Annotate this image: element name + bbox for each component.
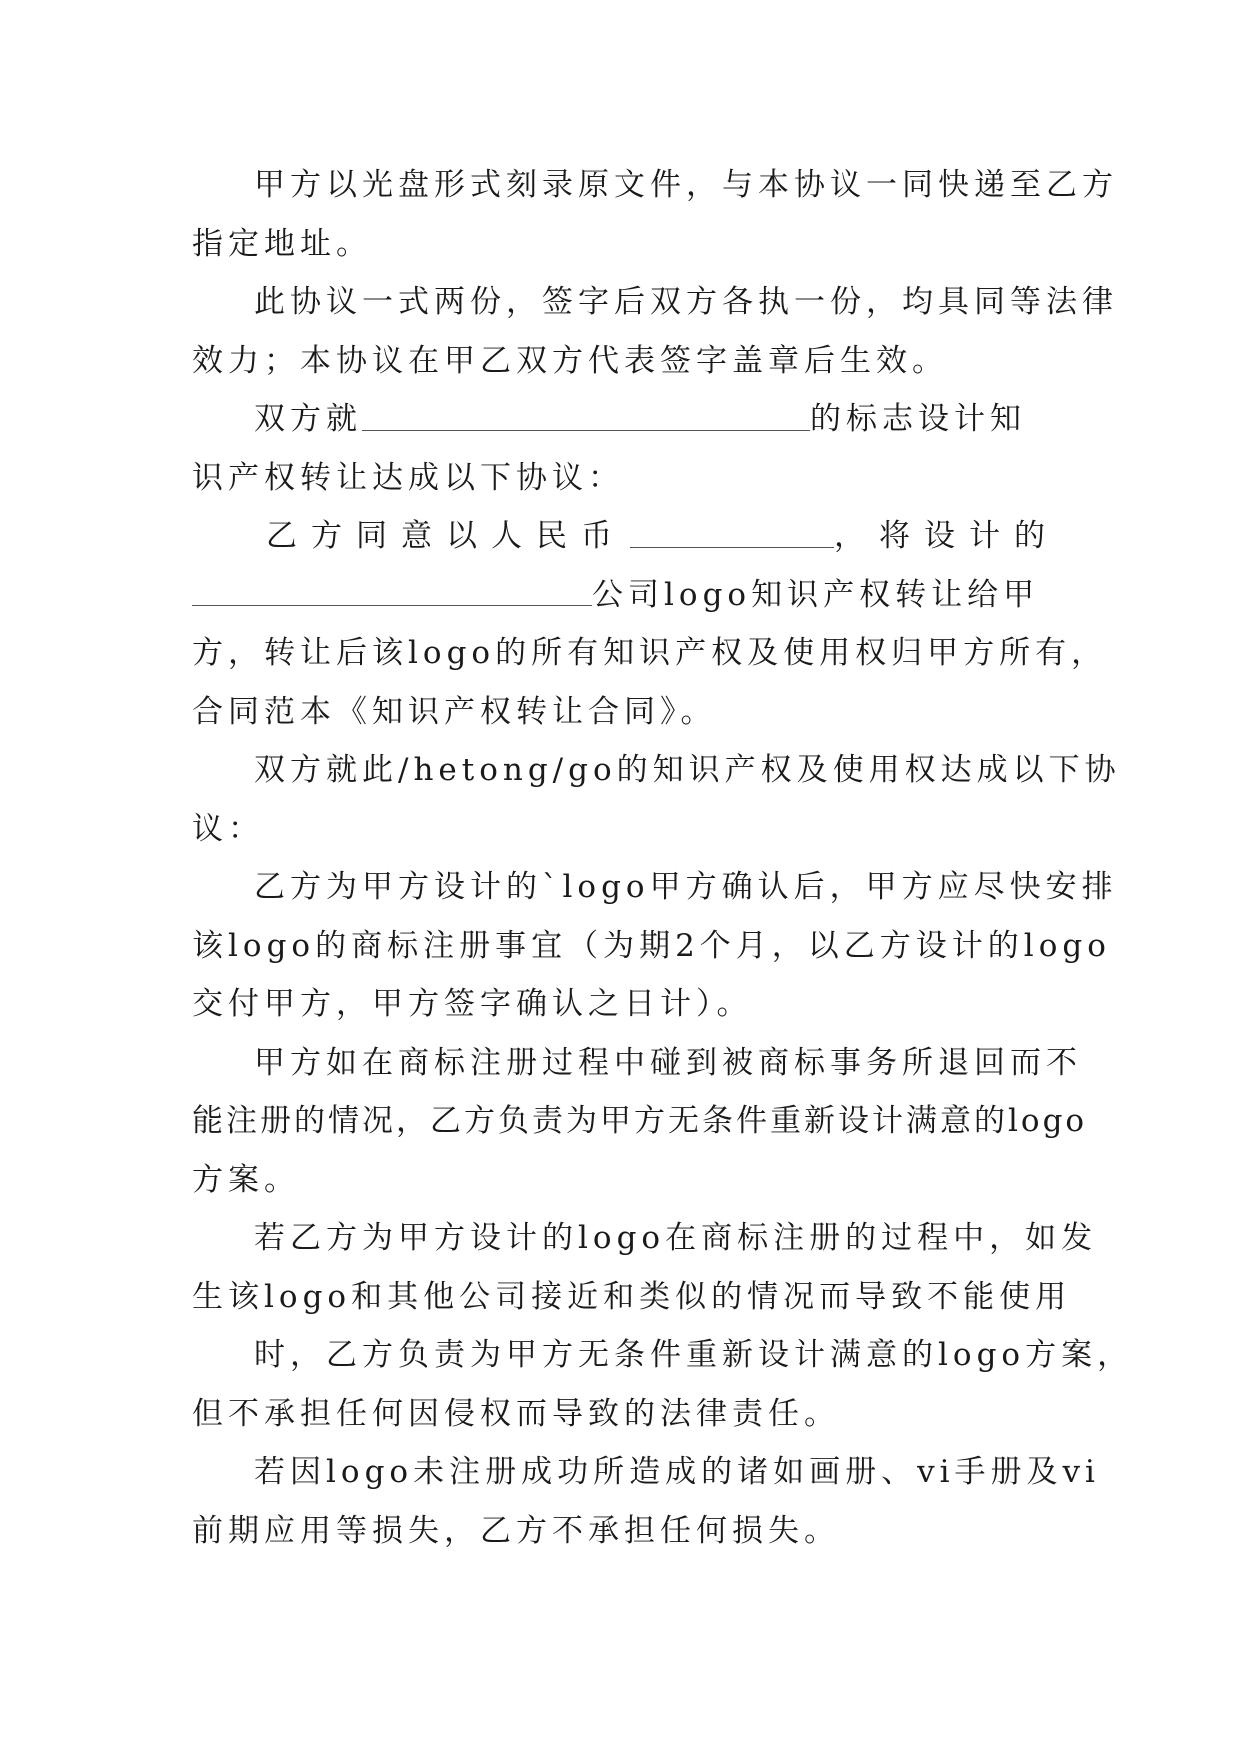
text-line: 此协议一式两份，签字后双方各执一份，均具同等法律 — [254, 284, 1118, 320]
text-line: 该logo的商标注册事宜（为期2个月，以乙方设计的logo — [192, 927, 1111, 964]
paragraph-similarity — [192, 1209, 1098, 1326]
text-line: 议： — [192, 810, 264, 847]
document-body — [192, 156, 1134, 1560]
text-line — [192, 390, 1052, 449]
intro-before-blank: 双方就 — [254, 401, 362, 437]
text-line: 效力；本协议在甲乙双方代表签字盖章后生效。 — [192, 342, 948, 379]
paragraph-delivery — [192, 156, 1118, 273]
text-line: 乙方为甲方设计的`logo甲方确认后，甲方应尽快安排 — [254, 869, 1118, 905]
text-line: 方案。 — [192, 1161, 300, 1198]
text-line — [192, 507, 1059, 566]
paragraph-redesign — [192, 1326, 1134, 1443]
text-line: 甲方以光盘形式刻录原文件，与本协议一同快递至乙方 — [254, 167, 1118, 203]
text-line: 甲方如在商标注册过程中碰到被商标事务所退回而不 — [254, 1044, 1082, 1081]
company-name-blank[interactable] — [192, 574, 592, 606]
text-line: 能注册的情况，乙方负责为甲方无条件重新设计满意的logo — [192, 1103, 1088, 1139]
text-line: 若因logo未注册成功所造成的诸如画册、vi手册及vi — [254, 1454, 1100, 1490]
paragraph-agreement-intro — [192, 390, 1052, 507]
text-line — [192, 566, 1052, 625]
text-line: 生该logo和其他公司接近和类似的情况而导致不能使用 — [192, 1278, 1072, 1315]
company-clause-after: 公司logo知识产权转让给甲 — [592, 576, 1040, 613]
intro-after-blank: 的标志设计知 — [810, 401, 1026, 437]
text-line: 时，乙方负责为甲方无条件重新设计满意的logo方案， — [254, 1337, 1134, 1373]
paragraph-copies — [192, 273, 1118, 390]
price-blank[interactable] — [630, 516, 834, 548]
price-clause-text: 乙方同意以人民币 — [266, 518, 626, 554]
project-name-blank[interactable] — [362, 399, 810, 431]
text-line: 若乙方为甲方设计的logo在商标注册的过程中，如发 — [254, 1220, 1098, 1256]
paragraph-rights — [192, 741, 1121, 858]
paragraph-registration — [192, 858, 1118, 1034]
text-line: 识产权转让达成以下协议： — [192, 459, 624, 496]
text-line: 交付甲方，甲方签字确认之日计）。 — [192, 986, 753, 1022]
paragraph-transfer-price — [192, 507, 1108, 741]
text-line: 双方就此/hetong/go的知识产权及使用权达成以下协 — [254, 752, 1121, 788]
text-line: 方，转让后该logo的所有知识产权及使用权归甲方所有， — [192, 635, 1108, 671]
price-clause-after: ，将设计的 — [834, 518, 1059, 554]
paragraph-rejection — [192, 1034, 1088, 1210]
text-line: 指定地址。 — [192, 225, 372, 262]
text-line: 但不承担任何因侵权而导致的法律责任。 — [192, 1395, 840, 1432]
paragraph-losses — [192, 1443, 1100, 1560]
text-line: 合同范本《知识产权转让合同》。 — [192, 693, 717, 730]
text-line: 前期应用等损失，乙方不承担任何损失。 — [192, 1512, 840, 1549]
